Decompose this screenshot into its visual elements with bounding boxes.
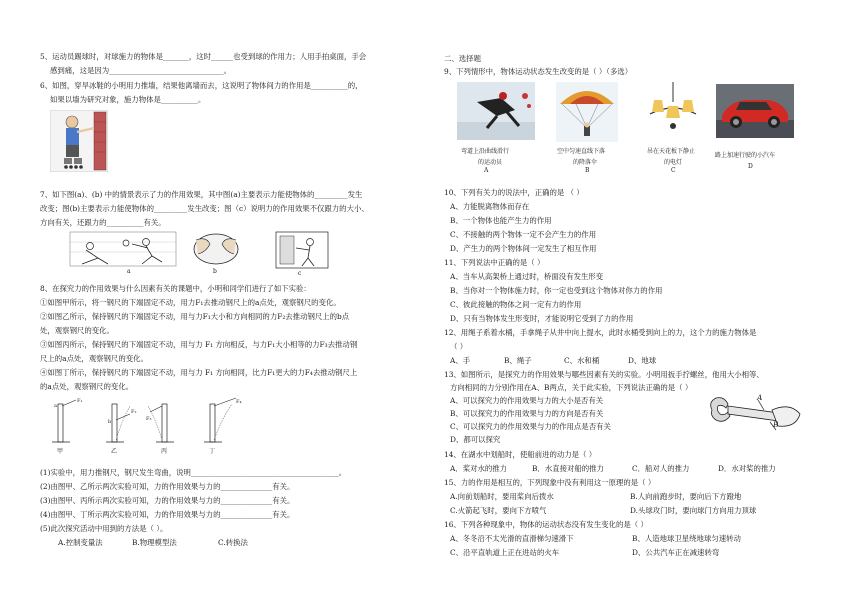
- wrench-label-b: B: [773, 420, 779, 429]
- q13-option-b: B、可以探究力的作用效果与力的方向是否有关: [450, 409, 604, 418]
- q8-option-a: A.控制变量法: [58, 538, 103, 547]
- q9-caption-b3: B: [585, 167, 590, 174]
- fig-label-ding: 丁: [209, 448, 216, 455]
- q8-line1: 8、在探究力的作用效果与什么因素有关的课题中，小明和同学们进行了如下实验：: [40, 284, 311, 293]
- section-title: 二、选择题: [444, 54, 481, 63]
- q16-option-b: B、人造地球卫星绕地球匀速转动: [632, 534, 741, 543]
- q14-option-b: B．水直接对船的推力: [532, 464, 604, 473]
- q10-option-b: B、一个物体也能产生力的作用: [450, 216, 552, 225]
- q11-option-d: D、只有当物体发生形变时，才能说明它受到了力的作用: [450, 314, 634, 323]
- sports-car-photo: [716, 84, 794, 138]
- q16-option-c: C、沿平直轨道上正在进站的火车: [450, 548, 560, 557]
- q6-line2: 如果以墙为研究对象，施力物体是__________。: [50, 95, 206, 104]
- wrench-figure: [706, 392, 804, 434]
- q9-caption-c3: C: [671, 167, 676, 174]
- svg-text:F₁: F₁: [77, 398, 83, 404]
- q14-option-a: A．桨对水的推力: [450, 464, 508, 473]
- q15-option-c: C.火箭起飞时，要向下方喷气: [450, 506, 547, 515]
- q7-line1: 7、如下图(a)、(b) 中的情景表示了力的作用效果，其中图(a)主要表示力能使物体的_________发生: [40, 190, 363, 199]
- ruler-ding: [204, 398, 241, 442]
- q9-caption-a2: 的运动员: [478, 159, 503, 166]
- ruler-jia: [52, 398, 82, 442]
- fig-label-a: a: [127, 268, 131, 275]
- svg-text:F₄: F₄: [236, 399, 242, 405]
- fig-label-yi: 乙: [111, 448, 118, 455]
- q16-option-a: A、冬冬沿不太光滑的直滑梯匀速滑下: [450, 534, 574, 543]
- q8-option-b: B.物理模型法: [132, 538, 177, 547]
- q10-option-d: D、产生力的两个物体间一定发生了相互作用: [450, 244, 597, 253]
- q9-caption-d2: D: [748, 163, 753, 170]
- q14-option-d: D．水对桨的推力: [718, 464, 776, 473]
- svg-text:F₂: F₂: [131, 409, 137, 415]
- q8-line8: 的a点处，观察钢尺的变化。: [40, 382, 134, 391]
- q15-option-b: B.人向前跑步时，要向后下方蹬地: [630, 492, 742, 501]
- soccer-goalkeeper-figure: [68, 228, 178, 270]
- q13-option-a: A、可以探究力的作用效果与力的大小是否有关: [450, 396, 604, 405]
- q16-stem: 16、下列各种现象中，物体的运动状态没有发生变化的是（ ）: [444, 520, 648, 529]
- q9-caption-a3: A: [484, 167, 489, 174]
- q9-caption-c1: 吊在天花板下静止: [647, 148, 696, 155]
- q8-option-c: C.转换法: [218, 538, 248, 547]
- q7-line2: 改变；图(b)主要表示力能使物体的_________发生改变；图（c）说明力的作用效果不仅跟力的大小、: [40, 204, 369, 213]
- q12-option-b: B、绳子: [504, 356, 532, 365]
- ruler-experiment-figures: [50, 396, 250, 446]
- speed-skater-photo: [457, 82, 535, 140]
- q12-blank: （ ）: [450, 342, 468, 351]
- q16-option-d: D、公共汽车正在减速转弯: [632, 548, 720, 557]
- fig-label-bing: 丙: [161, 448, 168, 455]
- q14-stem: 14、在湖水中划船时，使船前进的动力是（ ）: [444, 450, 597, 459]
- q9-stem: 9、下列情形中，物体运动状态发生改变的是（ ）（多选）: [444, 67, 633, 76]
- ruler-yi: [106, 404, 136, 442]
- q11-option-a: A、当车从高架桥上通过时，桥面没有发生形变: [450, 272, 604, 281]
- q12-option-c: C、水和桶: [564, 356, 600, 365]
- q13-option-c: C、可以探究力的作用效果与力的作用点是否有关: [450, 422, 611, 431]
- q9-caption-d1: 路上加速行驶的小汽车: [715, 152, 776, 159]
- q8-sub2: (2)由图甲、乙所示两次实验可知，力的作用效果与力的______________有关。: [40, 482, 295, 491]
- q8-sub3: (3)由图甲、丙所示两次实验可知，力的作用效果与力的______________有关。: [40, 496, 295, 505]
- q10-option-c: C、不接触的两个物体一定不会产生力的作用: [450, 230, 597, 239]
- q8-line7: ④如图丁所示，保持钢尺的下端固定不动，用与力 F₁ 方向相同，比力F₁更大的力F₄去推动钢尺上: [40, 368, 358, 377]
- fig-label-c: c: [298, 270, 302, 277]
- svg-text:F₃: F₃: [146, 416, 152, 422]
- q8-sub4: (4)由图甲、丁所示两次实验可知，力的作用效果与力的______________有关。: [40, 510, 295, 519]
- wrench-label-a: A: [757, 393, 763, 402]
- q13-stem2: 方向相同的力分别作用在A、B两点，关于此实验，下列说法正确的是（ ）: [450, 383, 693, 392]
- q7-line3: 方向有关，还跟力的__________有关。: [40, 218, 166, 227]
- q9-caption-b1: 空中匀速直线下落: [557, 148, 606, 155]
- q11-stem: 11、下列说法中正确的是（ ）: [444, 258, 545, 267]
- fig-label-b: b: [213, 268, 217, 275]
- q15-option-a: A.向前划船时，要用桨向后拨水: [450, 492, 554, 501]
- q9-caption-c2: 的电灯: [664, 159, 683, 166]
- svg-text:a: a: [54, 403, 57, 409]
- q10-option-a: A、力能脱离物体而存在: [450, 202, 530, 211]
- q5-line2: 感到痛，这是因为_______________________________。: [50, 66, 232, 75]
- svg-text:b: b: [108, 419, 112, 425]
- q12-stem: 12、用绳子系着水桶，手拿绳子从井中向上提水，此时水桶受到向上的力，这个力的施力物体是: [444, 328, 757, 337]
- q8-line5: ③如图丙所示，保持钢尺的下端固定不动，用与力 F₁ 方向相反，与力F₁大小相等的力F₃去推动钢: [40, 340, 358, 349]
- q8-sub5: (5)此次探究活动中用到的方法是（ ）。: [40, 524, 168, 533]
- q12-option-d: D、地球: [628, 356, 657, 365]
- q12-option-a: A、手: [450, 356, 471, 365]
- q9-caption-b2: 的降落伞: [573, 159, 598, 166]
- q6-line1: 6、如图，穿旱冰鞋的小明用力推墙，结果他离墙而去，这说明了物体间力的作用是__________的，: [40, 81, 363, 90]
- q8-line2: ①如图甲所示，将一钢尺的下端固定不动，用力F₁去推动钢尺上的a点处，观察钢尺的变化。: [40, 298, 341, 307]
- q10-stem: 10、下列有关力的说法中，正确的是 （ ）: [444, 188, 584, 197]
- ball-squeeze-figure: [186, 230, 244, 268]
- q11-option-b: B、当你对一个物体施力时，你一定也受到这个物体对你力的作用: [450, 286, 663, 295]
- q11-option-c: C、彼此接触的物体之间一定有力的作用: [450, 300, 582, 309]
- door-push-figure: [274, 230, 330, 270]
- q14-option-c: C．船对人的推力: [632, 464, 690, 473]
- q15-option-d: D.头球攻门时，要向球门方向用力顶球: [630, 506, 757, 515]
- ruler-bing: [146, 404, 174, 442]
- q5-line1: 5、运动员踢球时，对球施力的物体是_______，这时______也受到球的作用力；人用手拍桌面，手会: [40, 52, 367, 61]
- q9-caption-a1: 弯道上沿曲线滑行: [461, 148, 510, 155]
- parachute-photo: [556, 82, 618, 142]
- q13-option-d: D、都可以探究: [450, 435, 501, 444]
- q15-stem: 15、力的作用是相互的，下列现象中没有利用这一原理的是（ ）: [444, 478, 656, 487]
- q8-line3: ②如图乙所示，保持钢尺的下端固定不动，用与力F₁大小和方向相同的力F₂去推动钢尺上的b点: [40, 312, 350, 321]
- q8-line6: 尺上的a点处，观察钢尺的变化。: [40, 354, 148, 363]
- chandelier-photo: [640, 82, 706, 142]
- boy-pushing-wall-figure: [50, 110, 108, 172]
- q8-sub1: (1)实验中，用力推钢尺，钢尺发生弯曲，说明________________________________________。: [40, 468, 347, 477]
- fig-label-jia: 甲: [57, 448, 64, 455]
- q8-line4: 处，观察钢尺的变化。: [40, 326, 114, 335]
- q13-stem1: 13、如图所示，是探究力的作用效果与哪些因素有关的实验。小明用扳手拧螺丝，他用大小相等、: [444, 370, 764, 379]
